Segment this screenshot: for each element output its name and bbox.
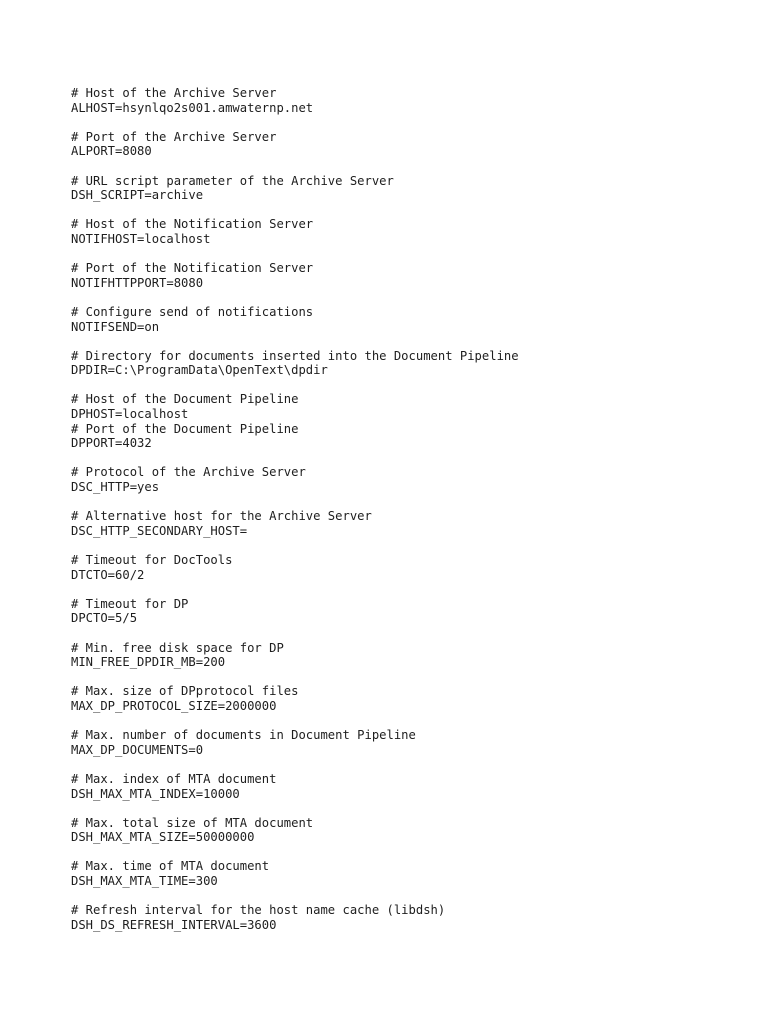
config-comment: # Alternative host for the Archive Server — [71, 509, 372, 524]
config-block-script — [71, 174, 751, 203]
config-comment: # Host of the Notification Server — [71, 217, 314, 232]
config-setting: NOTIFSEND=on — [71, 319, 160, 334]
config-block-archive-port — [71, 130, 751, 159]
config-block-mta-time — [71, 859, 751, 888]
config-setting: DTCTO=60/2 — [71, 567, 145, 582]
config-comment: # Port of the Archive Server — [71, 129, 277, 144]
config-comment: # Max. size of DPprotocol files — [71, 684, 299, 699]
config-setting: DSH_MAX_MTA_TIME=300 — [71, 874, 218, 889]
config-block-archive-host — [71, 86, 751, 115]
config-block-dpcto — [71, 597, 751, 626]
config-comment: # Configure send of notifications — [71, 304, 314, 319]
config-comment: # Directory for documents inserted into the Document Pipeline — [71, 348, 519, 363]
config-comment: # Min. free disk space for DP — [71, 640, 284, 655]
config-comment: # Max. time of MTA document — [71, 859, 270, 874]
config-block-notif-send — [71, 305, 751, 334]
config-setting: DPPORT=4032 — [71, 436, 152, 451]
config-setting: ALHOST=hsynlqo2s001.amwaternp.net — [71, 100, 314, 115]
config-setting: DPCTO=5/5 — [71, 611, 138, 626]
config-comment: # URL script parameter of the Archive Server — [71, 173, 394, 188]
config-block-dtcto — [71, 553, 751, 582]
config-block-protocol-size — [71, 684, 751, 713]
config-block-dp-host-port — [71, 392, 751, 450]
config-setting: DSH_DS_REFRESH_INTERVAL=3600 — [71, 917, 277, 932]
config-setting: DSH_SCRIPT=archive — [71, 188, 204, 203]
config-setting: DSC_HTTP_SECONDARY_HOST= — [71, 523, 248, 538]
config-setting: NOTIFHOST=localhost — [71, 231, 211, 246]
config-block-dpdir — [71, 349, 751, 378]
config-comment: # Port of the Document Pipeline — [71, 421, 299, 436]
config-comment: # Timeout for DP — [71, 596, 189, 611]
config-file-text — [71, 86, 751, 947]
config-setting: DSH_MAX_MTA_SIZE=50000000 — [71, 830, 255, 845]
config-comment: # Host of the Archive Server — [71, 86, 277, 100]
config-setting: DPHOST=localhost — [71, 407, 189, 422]
config-comment: # Protocol of the Archive Server — [71, 465, 306, 480]
config-block-mta-size — [71, 816, 751, 845]
config-block-mta-index — [71, 772, 751, 801]
config-comment: # Timeout for DocTools — [71, 553, 233, 567]
config-comment: # Refresh interval for the host name cache (libdsh) — [71, 903, 446, 918]
config-setting: MAX_DP_PROTOCOL_SIZE=2000000 — [71, 698, 277, 713]
config-comment: # Host of the Document Pipeline — [71, 392, 299, 407]
config-comment: # Max. total size of MTA document — [71, 815, 314, 830]
config-setting: DPDIR=C:\ProgramData\OpenText\dpdir — [71, 363, 328, 378]
config-comment: # Max. number of documents in Document Pipeline — [71, 728, 416, 743]
config-setting: MIN_FREE_DPDIR_MB=200 — [71, 655, 226, 670]
config-setting: DSH_MAX_MTA_INDEX=10000 — [71, 786, 240, 801]
config-block-secondary-host — [71, 509, 751, 538]
config-block-dsc-http — [71, 465, 751, 494]
config-block-refresh-interval — [71, 903, 751, 932]
config-setting: NOTIFHTTPPORT=8080 — [71, 275, 204, 290]
config-block-notif-port — [71, 261, 751, 290]
config-block-min-free — [71, 641, 751, 670]
config-setting: ALPORT=8080 — [71, 144, 152, 159]
config-setting: DSC_HTTP=yes — [71, 480, 160, 495]
config-comment: # Max. index of MTA document — [71, 771, 277, 786]
config-block-max-documents — [71, 728, 751, 757]
config-block-notif-host — [71, 217, 751, 246]
config-setting: MAX_DP_DOCUMENTS=0 — [71, 742, 204, 757]
config-comment: # Port of the Notification Server — [71, 261, 314, 276]
